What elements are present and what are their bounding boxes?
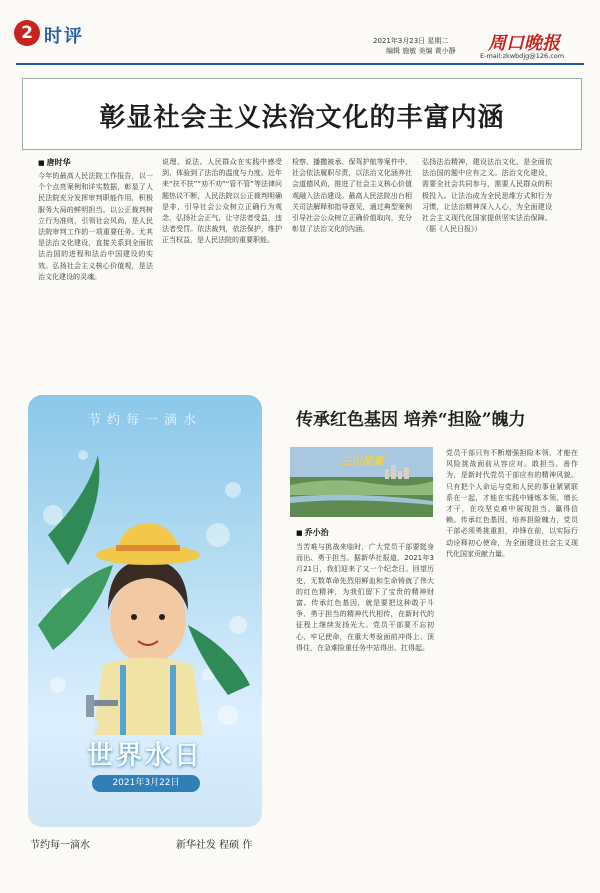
article-column: 今年的最高人民法院工作报告，以一个个点亮案例和详实数据，彰显了人民法院充分发挥审判职能作用，积极服务大局的鲜明担当。以公正裁判树立行为准则，引领社会风尚，是人民法院审判工作的一项重要任务。尤其是法治文化建设，直接关系到全面依法治国的进程和法治中国建设的实效。弘扬社会主义核心价值观，是法治文化建设的灵魂。	[38, 172, 153, 281]
newspaper-logo: 周口晚报	[488, 33, 560, 54]
section-title: 时评	[44, 26, 84, 47]
poster-credit: 新华社发 程硕 作	[176, 840, 253, 851]
poster-slogan: 节约每一滴水	[87, 413, 202, 428]
article-column: 党员干部只有不断增强担险本领，才能在风险挑战面前从容应对。敢担当、善作为，是新时代党员干部应有的精神风貌。只有把个人命运与党和人民的事业紧紧联系在一起，才能在实践中锤炼本领、增长才干，在攻坚克难中展现担当、赢得信赖。传承红色基因，培养担险魄力，党员干部必须勇挑重担，冲锋在前，以实际行动诠释初心使命，为全面建设社会主义现代化国家贡献力量。	[446, 449, 578, 558]
page-header	[0, 0, 600, 60]
poster-date: 2021年3月22日	[92, 775, 200, 792]
headline-banner	[22, 78, 582, 150]
article2-byline: ■ 乔小治	[296, 527, 329, 538]
byline: ■ 唐时华	[38, 157, 71, 168]
page-number: 2	[14, 20, 40, 46]
world-water-day-poster	[28, 395, 262, 827]
editors: 编辑 施敏 美编 黄小静	[386, 47, 456, 55]
article-column: 说理、说法。人民群众在实践中感受到、体验到了法治的温度与力度。近年来“扶不扶”“劝不劝”“管不管”等法律问题热议不断，人民法院以公正裁判明确是非，引导社会公众树立正确行为观念，弘扬社会正气，让守法者受益，违法者受罚。依法裁判，依法保护，维护正当权益，是人民法院的重要职能。	[162, 158, 282, 245]
header-divider	[16, 63, 584, 65]
contact-email: E-mail:zkwbdjg@126.com	[480, 52, 565, 60]
article2-photo	[290, 447, 433, 517]
article-column: 当苦难与挑战来临时，广大党员干部要挺身而出、勇于担当。据新华社报道，2021年3月21日，我们迎来了又一个纪念日。回望历史，无数革命先烈用鲜血和生命铸就了伟大的红色精神，为我们留下了宝贵的精神财富。传承红色基因，就是要把这种敢于斗争、勇于担当的精神代代相传，在新时代的征程上继续发扬光大。党员干部要不忘初心、牢记使命，在重大考验面前冲得上、顶得住，在急难险重任务中站得出、扛得起。	[296, 543, 434, 652]
photo-caption: 三川原素	[340, 455, 384, 468]
issue-date: 2021年3月23日 星期二	[373, 37, 449, 45]
article-column: 弘扬法治精神，建设法治文化，是全面依法治国的题中应有之义。法治文化建设，需要全社会共同参与，需要人民群众的积极投入。让法治成为全民思维方式和行为习惯，让法治精神深入人心，为全面建设社会主义现代化国家提供坚实法治保障。（据《人民日报》）	[422, 158, 552, 234]
article2-headline: 传承红色基因 培养“担险”魄力	[296, 410, 526, 430]
poster-caption: 节约每一滴水	[30, 840, 90, 851]
poster-title: 世界水日	[86, 741, 203, 771]
article-column: 检察、播撒被承、保驾护航等案件中，社会依法履职尽责，以法治文化涵养社会道德风尚，推进了社会主义核心价值观融入法治建设。最高人民法院出台相关司法解释和指导意见，通过典型案例引导社会公众树立正确价值取向，充分彰显了法治文化的内涵。	[292, 158, 412, 234]
headline: 彰显社会主义法治文化的丰富内涵	[99, 103, 505, 133]
